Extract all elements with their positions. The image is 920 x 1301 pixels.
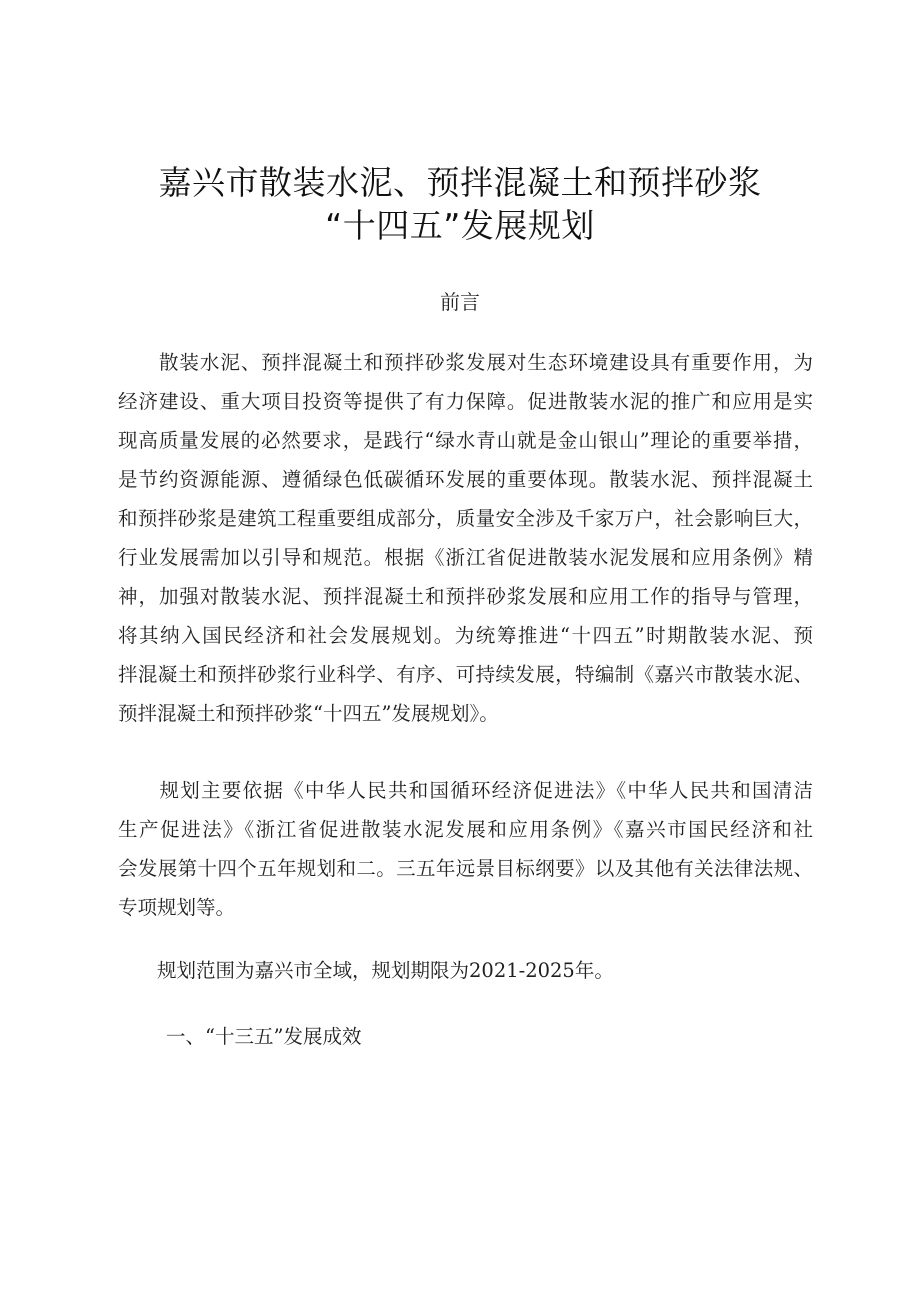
paragraph-line: 散装水泥、预拌混凝土和预拌砂浆发展对生态环境建设具有重要作用，为: [118, 351, 813, 374]
preface-heading: 前言: [440, 290, 480, 314]
paragraph-line: 和预拌砂浆是建筑工程重要组成部分，质量安全涉及千家万户，社会影响巨大，: [118, 507, 813, 530]
paragraph-line: 是节约资源能源、遵循绿色低碳循环发展的重要体现。散装水泥、预拌混凝土: [118, 468, 813, 491]
paragraph-line: 预拌混凝土和预拌砂浆“十四五”发展规划》。: [118, 702, 499, 725]
paragraph-line: 神，加强对散装水泥、预拌混凝土和预拌砂浆发展和应用工作的指导与管理，: [118, 585, 813, 608]
paragraph-intro: [118, 343, 813, 733]
paragraph-line: 行业发展需加以引导和规范。根据《浙江省促进散装水泥发展和应用条例》精: [118, 546, 813, 569]
paragraph-scope: [118, 951, 813, 990]
paragraph-line: 规划主要依据《中华人民共和国循环经济促进法》《中华人民共和国清洁: [118, 779, 813, 802]
section-heading-1: 一、“十三五”发展成效: [166, 1025, 362, 1048]
paragraph-line: 生产促进法》《浙江省促进散装水泥发展和应用条例》《嘉兴市国民经济和社: [118, 818, 813, 841]
paragraph-basis: [118, 771, 813, 927]
paragraph-line: 将其纳入国民经济和社会发展规划。为统筹推进“十四五”时期散装水泥、预: [118, 624, 813, 647]
paragraph-line: 会发展第十四个五年规划和二。三五年远景目标纲要》以及其他有关法律法规、: [118, 857, 813, 880]
paragraph-line: 经济建设、重大项目投资等提供了有力保障。促进散装水泥的推广和应用是实: [118, 390, 813, 413]
document-title-line1: 嘉兴市散装水泥、预拌混凝土和预拌砂浆: [158, 163, 762, 202]
document-title-line2: “十四五”发展规划: [325, 206, 595, 245]
paragraph-line: 现高质量发展的必然要求，是践行“绿水青山就是金山银山”理论的重要举措，: [118, 429, 813, 452]
paragraph-line: 规划范围为嘉兴市全域，规划期限为2021-2025年。: [118, 959, 614, 982]
paragraph-line: 拌混凝土和预拌砂浆行业科学、有序、可持续发展，特编制《嘉兴市散装水泥、: [118, 663, 813, 686]
paragraph-line: 专项规划等。: [118, 896, 236, 919]
